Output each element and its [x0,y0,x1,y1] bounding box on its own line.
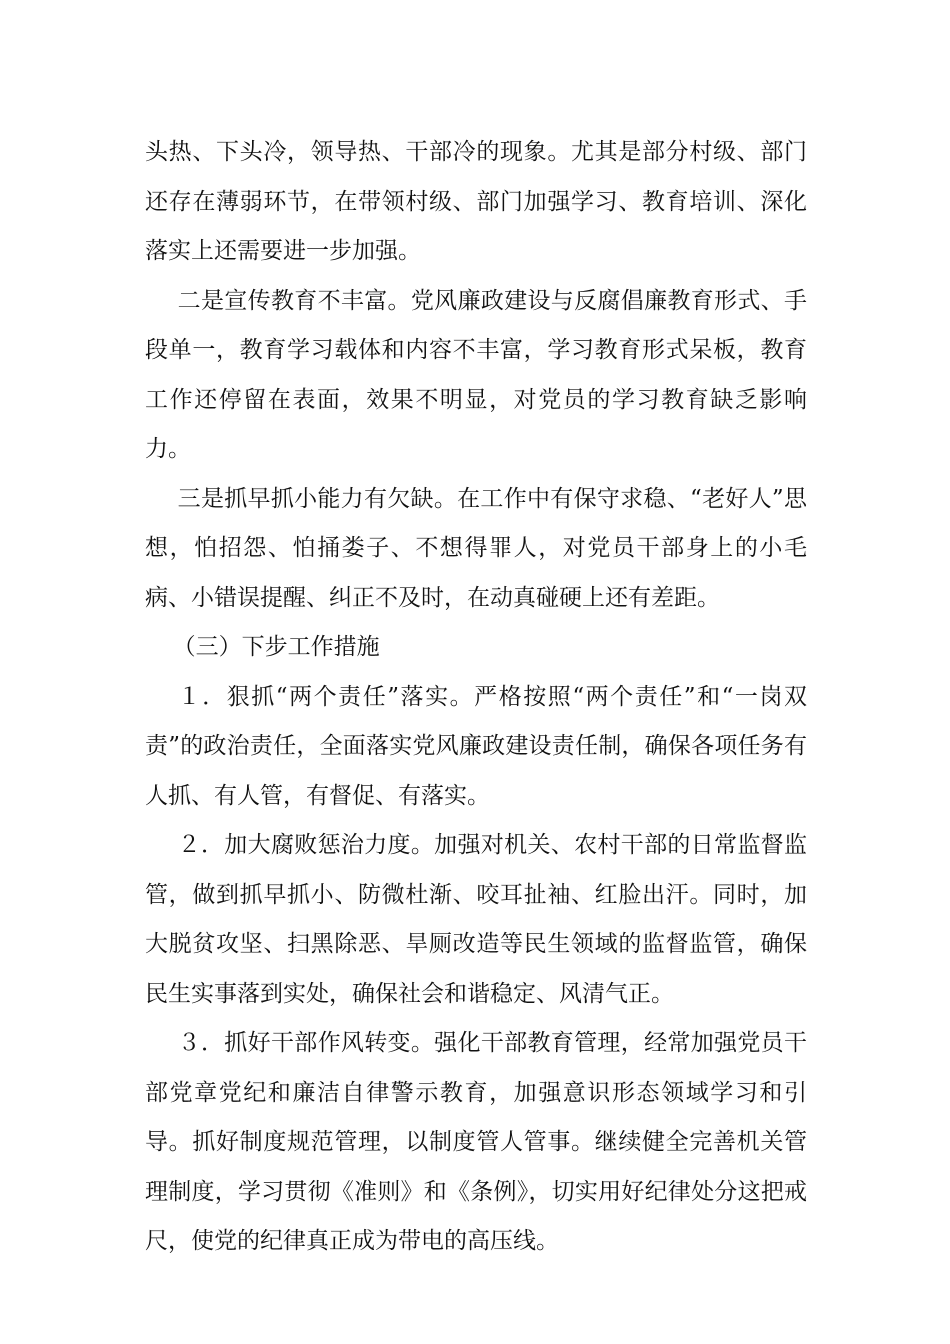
paragraph-measure-2: ２．加大腐败惩治力度。加强对机关、农村干部的日常监督监管，做到抓早抓小、防微杜渐、咬耳扯袖、红脸出汗。同时，加大脱贫攻坚、扫黑除恶、旱厕改造等民生领域的监督监管，确保民生实事落到实处，确保社会和谐稳定、风清气正。 [145,832,807,1007]
paragraph-continuation: 头热、下头冷，领导热、干部冷的现象。尤其是部分村级、部门还存在薄弱环节，在带领村级、部门加强学习、教育培训、深化落实上还需要进一步加强。 [145,139,807,264]
paragraph-early-intervention: 三是抓早抓小能力有欠缺。在工作中有保守求稳、“老好人”思想，怕招怨、怕捅娄子、不想得罪人，对党员干部身上的小毛病、小错误提醒、纠正不及时，在动真碰硬上还有差距。 [145,485,807,611]
section-heading-next-steps: （三）下步工作措施 [172,634,380,660]
paragraph-measure-1: １．狠抓“两个责任”落实。严格按照“两个责任”和“一岗双责”的政治责任，全面落实党风廉政建设责任制，确保各项任务有人抓、有人管，有督促、有落实。 [145,683,807,809]
paragraph-publicity-education: 二是宣传教育不丰富。党风廉政建设与反腐倡廉教育形式、手段单一，教育学习载体和内容不丰富，学习教育形式呆板，教育工作还停留在表面，效果不明显，对党员的学习教育缺乏影响力。 [145,287,807,462]
paragraph-measure-3: ３．抓好干部作风转变。强化干部教育管理，经常加强党员干部党章党纪和廉洁自律警示教育，加强意识形态领域学习和引导。抓好制度规范管理，以制度管人管事。继续健全完善机关管理制度，学习贯彻《准则》和《条例》，切实用好纪律处分这把戒尺，使党的纪律真正成为带电的高压线。 [145,1030,807,1254]
document-body [145,128,807,1267]
